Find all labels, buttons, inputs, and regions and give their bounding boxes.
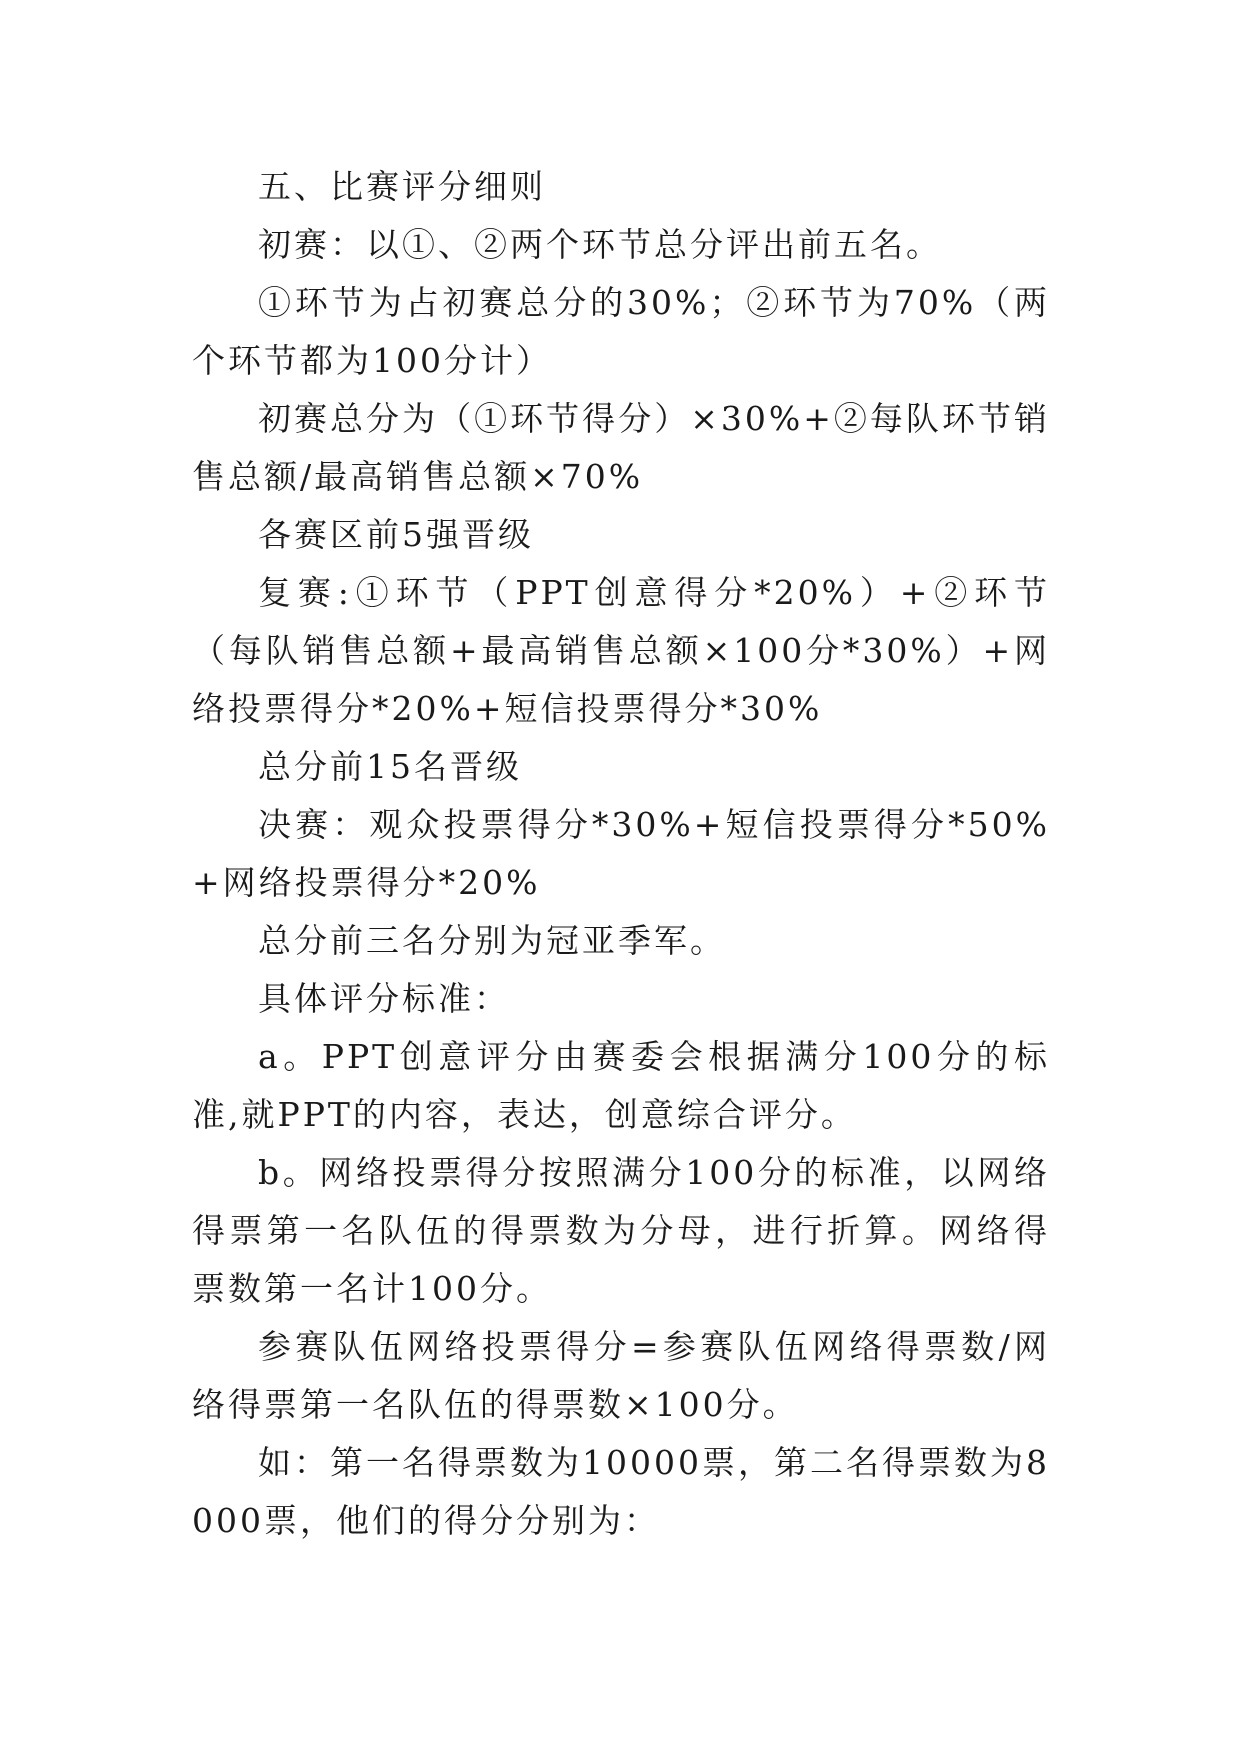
paragraph-preliminary: 初赛：以①、②两个环节总分评出前五名。 bbox=[258, 225, 942, 264]
paragraph-top5: 各赛区前5强晋级 bbox=[258, 515, 534, 554]
paragraph-semifinal: 复赛:①环节（PPT创意得分*20%）+②环节（每队销售总额+最高销售总额×100分*30%）+网络投票得分*20%+短信投票得分*30% bbox=[192, 573, 1050, 728]
paragraph-preliminary-formula: 初赛总分为（①环节得分）×30%+②每队环节销售总额/最高销售总额×70% bbox=[192, 399, 1050, 496]
paragraph-example: 如：第一名得票数为10000票，第二名得票数为8000票，他们的得分分别为： bbox=[192, 1443, 1050, 1540]
section-heading: 五、比赛评分细则 bbox=[258, 167, 546, 206]
paragraph-winners: 总分前三名分别为冠亚季军。 bbox=[258, 921, 726, 960]
paragraph-top15: 总分前15名晋级 bbox=[258, 747, 522, 786]
paragraph-criteria-heading: 具体评分标准： bbox=[258, 979, 510, 1018]
document-body bbox=[192, 158, 1050, 1550]
paragraph-criteria-a: a。PPT创意评分由赛委会根据满分100分的标准,就PPT的内容，表达，创意综合评分。 bbox=[192, 1037, 1050, 1134]
paragraph-weighting: ①环节为占初赛总分的30%；②环节为70%（两个环节都为100分计） bbox=[192, 283, 1050, 380]
paragraph-vote-formula: 参赛队伍网络投票得分=参赛队伍网络得票数/网络得票第一名队伍的得票数×100分。 bbox=[192, 1327, 1050, 1424]
paragraph-final: 决赛：观众投票得分*30%+短信投票得分*50%+网络投票得分*20% bbox=[192, 805, 1050, 902]
paragraph-criteria-b: b。网络投票得分按照满分100分的标准，以网络得票第一名队伍的得票数为分母，进行折算。网络得票数第一名计100分。 bbox=[192, 1153, 1050, 1308]
